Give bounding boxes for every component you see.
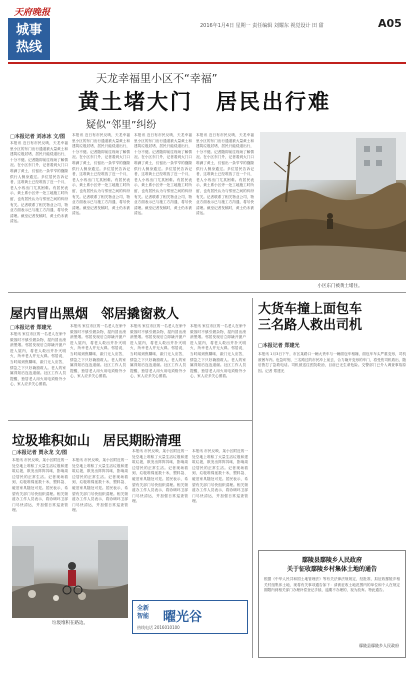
notice-body: 根据《中华人民共和国土地管理法》等有关法律法规规定，经批准，拟征收鄢陵乡相关村组集体土地，现将有关事项通告如下：请被征收土地范围内的单位和个人在规定期限内到相关部门办理补偿登记手续，逾期不办理的，视为放弃。特此通告。 [264,577,400,593]
story4-body-col2: 本报讯 市民反映，某小区附近的一处空地上堆积了大量生活垃圾和建筑垃圾，散发出阵阵异味，影响周边居民的正常生活。记者现场看到，垃圾堆绵延数十米，塑料袋、破旧家具随处可见。居民表示，希望有关部门尽快组织清理。相关街道办工作人员表示，将协调环卫部门尽快清运，并加强日常巡查管理。 [72,458,128,513]
story2-body-col1: 本报讯 家住市区的一名老人在家中做饭时不慎引燃杂物，屋内冒出滚滚黑烟。邻居发现后立即撬开窗户进入屋内，将老人救出并扑灭明火，所幸老人并无大碍。邻居说，当时闻到焦糊味，敲门无人应答，情急之下只好撬窗救人。老人的家属得知后连连道谢。社区工作人员提醒，独居老人用火用电须格外小心，家人应多关心照看。 [10,332,66,387]
notice-title-line2: 关于征收鄢陵乡村集体土地的通告 [286,566,377,573]
lead-body-col1: 本报讯 近日有市民反映，天龙幸福里小区的东门出行通道被大量黄土和建筑垃圾封堵，居民只能绕道出行，十分不便。记者随即前往现场了解情况。在小区东门外，记者看到大门口堆满了黄土，仅留出一条窄窄的缝隙供行人侧身通过。多位居民告诉记者，这堆黄土已经堆放了近一个月，老人小孩出门尤其困难。有居民表示，黄土系小区旁一处工地施工时所留，也有居民认为与邻里之间的纠纷有关。记者联系了相关物业公司，物业方面表示已与施工方沟通，将尽快清理。截至记者发稿时，黄土仍未被清运。 [10,141,68,224]
story3-body: 本报讯 1月3日下午，市区某路口一辆大货车与一辆面包车相撞，面包车车头严重变形，司机被困车内。危急时刻，三名路过的市民冲上前去，合力撬开变形的车门，将受伤司机救出，随后拨打了急救电话。司机被送往医院救治，目前已无生命危险。交警部门已介入调查事故原因。记者 郑建光 [258,352,406,373]
story4-body-col4: 本报讯 市民反映，某小区附近的一处空地上堆积了大量生活垃圾和建筑垃圾，散发出阵阵异味，影响周边居民的正常生活。记者现场看到，垃圾堆绵延数十米，塑料袋、破旧家具随处可见。居民表示，希望有关部门尽快组织清理。相关街道办工作人员表示，将协调环卫部门尽快清运，并加强日常巡查管理。 [192,449,248,504]
story4-byline: □本报记者 贾永龙 文/图 [12,450,68,456]
section-tag-line2: 热线 [15,40,42,55]
ad-tagline [137,605,149,621]
column-divider [252,298,253,658]
lead-photo [260,132,406,280]
lead-body-col3: 本报讯 近日有市民反映，天龙幸福里小区的东门出行通道被大量黄土和建筑垃圾封堵，居民只能绕道出行，十分不便。记者随即前往现场了解情况。在小区东门外，记者看到大门口堆满了黄土，仅留出一条窄窄的缝隙供行人侧身通过。多位居民告诉记者，这堆黄土已经堆放了近一个月，老人小孩出门尤其困难。有居民表示，黄土系小区旁一处工地施工时所留，也有居民认为与邻里之间的纠纷有关。记者联系了相关物业公司，物业方面表示已与施工方沟通，将尽快清理。截至记者发稿时，黄土仍未被清运。 [134,133,192,216]
ad-phone: 热线电话 2016010100 [137,625,180,630]
story4-headline: 垃圾堆积如山 居民期盼清理 [12,434,182,449]
public-notice [258,550,406,658]
lead-photo-scene [260,132,406,280]
date-line: 2016年1月4日 星期一 责任编辑 刘耀东 视觉设计 田 甜 [200,23,324,29]
story4-body-col3: 本报讯 市民反映，某小区附近的一处空地上堆积了大量生活垃圾和建筑垃圾，散发出阵阵异味，影响周边居民的正常生活。记者现场看到，垃圾堆绵延数十米，塑料袋、破旧家具随处可见。居民表示，希望有关部门尽快组织清理。相关街道办工作人员表示，将协调环卫部门尽快清运，并加强日常巡查管理。 [132,449,188,504]
lead-headline: 黄土堵大门 居民出行难 [78,90,331,114]
story2-body-col2: 本报讯 家住市区的一名老人在家中做饭时不慎引燃杂物，屋内冒出滚滚黑烟。邻居发现后立即撬开窗户进入屋内，将老人救出并扑灭明火，所幸老人并无大碍。邻居说，当时闻到焦糊味，敲门无人应答，情急之下只好撬窗救人。老人的家属得知后连连道谢。社区工作人员提醒，独居老人用火用电须格外小心，家人应多关心照看。 [70,324,126,379]
ad-block [132,600,248,634]
notice-title-line1: 鄢陵县鄢陵乡人民政府 [301,557,362,564]
story3-byline: □本报记者 郑建光 [258,343,300,349]
lead-subhead: 疑似“邻里”纠纷 [86,120,157,131]
divider-lead [8,292,406,293]
story2-body-col4: 本报讯 家住市区的一名老人在家中做饭时不慎引燃杂物，屋内冒出滚滚黑烟。邻居发现后立即撬开窗户进入屋内，将老人救出并扑灭明火，所幸老人并无大碍。邻居说，当时闻到焦糊味，敲门无人应答，情急之下只好撬窗救人。老人的家属得知后连连道谢。社区工作人员提醒，独居老人用火用电须格外小心，家人应多关心照看。 [190,324,246,379]
story3-headline [258,302,362,334]
story4-photo-caption: 垃圾堆积在路边。 [52,621,88,626]
lead-photo-caption: 小区东门被黄土堵住。 [317,284,363,289]
section-tag [8,18,50,60]
story4-photo [12,526,128,618]
story2-headline: 屋内冒出黑烟 邻居撬窗救人 [10,307,180,322]
story3-headline-line2: 三名路人救出司机 [258,318,363,333]
story2-body-col3: 本报讯 家住市区的一名老人在家中做饭时不慎引燃杂物，屋内冒出滚滚黑烟。邻居发现后立即撬开窗户进入屋内，将老人救出并扑灭明火，所幸老人并无大碍。邻居说，当时闻到焦糊味，敲门无人应答，情急之下只好撬窗救人。老人的家属得知后连连道谢。社区工作人员提醒，独居老人用火用电须格外小心，家人应多关心照看。 [130,324,186,379]
lead-body-col4: 本报讯 近日有市民反映，天龙幸福里小区的东门出行通道被大量黄土和建筑垃圾封堵，居民只能绕道出行，十分不便。记者随即前往现场了解情况。在小区东门外，记者看到大门口堆满了黄土，仅留出一条窄窄的缝隙供行人侧身通过。多位居民告诉记者，这堆黄土已经堆放了近一个月，老人小孩出门尤其困难。有居民表示，黄土系小区旁一处工地施工时所留，也有居民认为与邻里之间的纠纷有关。记者联系了相关物业公司，物业方面表示已与施工方沟通，将尽快清理。截至记者发稿时，黄土仍未被清运。 [196,133,254,216]
lead-byline: □本报记者 刘冰冰 文/图 [10,134,66,140]
story2-byline: □本报记者 郑建光 [10,325,52,331]
section-tag-line1: 城事 [15,23,42,38]
page-number: A05 [378,17,402,30]
masthead-logo: 天府晚报 [14,8,51,18]
ad-tagline-line2: 智能 [137,613,150,620]
lead-kicker: 天龙幸福里小区不“幸福” [96,72,218,85]
header-rule [8,62,406,64]
ad-brand: 曜光谷 [163,610,203,625]
story4-photo-scene [12,526,128,618]
story4-body-col1: 本报讯 市民反映，某小区附近的一处空地上堆积了大量生活垃圾和建筑垃圾，散发出阵阵异味，影响周边居民的正常生活。记者现场看到，垃圾堆绵延数十米，塑料袋、破旧家具随处可见。居民表示，希望有关部门尽快组织清理。相关街道办工作人员表示，将协调环卫部门尽快清运，并加强日常巡查管理。 [12,458,68,513]
ad-tagline-line1: 全新 [137,605,150,612]
story3-headline-line1: 大货车撞上面包车 [258,302,363,317]
lead-body-col2: 本报讯 近日有市民反映，天龙幸福里小区的东门出行通道被大量黄土和建筑垃圾封堵，居民只能绕道出行，十分不便。记者随即前往现场了解情况。在小区东门外，记者看到大门口堆满了黄土，仅留出一条窄窄的缝隙供行人侧身通过。多位居民告诉记者，这堆黄土已经堆放了近一个月，老人小孩出门尤其困难。有居民表示，黄土系小区旁一处工地施工时所留，也有居民认为与邻里之间的纠纷有关。记者联系了相关物业公司，物业方面表示已与施工方沟通，将尽快清理。截至记者发稿时，黄土仍未被清运。 [72,133,130,216]
divider-story2 [8,420,252,421]
notice-signature: 鄢陵县鄢陵乡人民政府 [359,643,399,648]
